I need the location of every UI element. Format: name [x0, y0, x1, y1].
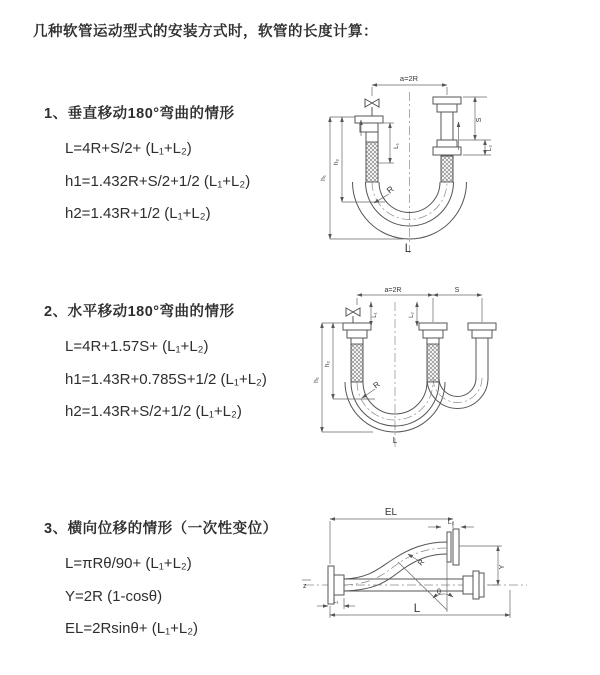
- radius-label: R: [384, 183, 396, 196]
- left-pipe: [343, 323, 371, 382]
- dim-label-l1: L₁: [333, 599, 339, 605]
- right-flange: [463, 571, 484, 599]
- flange: [433, 97, 461, 104]
- dimension-h1: [313, 323, 373, 432]
- length-label: L: [413, 603, 421, 615]
- page-title: 几种软管运动型式的安装方式时，软管的长度计算：: [33, 24, 378, 40]
- dimension-s: [433, 287, 482, 322]
- flange: [433, 147, 461, 155]
- flange: [472, 330, 492, 338]
- length-label: L: [404, 243, 412, 255]
- dim-label-l2: L₂: [409, 312, 415, 318]
- dimension-l2: [428, 519, 474, 527]
- diagram-lateral-displacement: [295, 500, 595, 635]
- braided-hose-section: [441, 156, 453, 182]
- dim-label-el: EL: [384, 507, 398, 518]
- dim-label-l2: L₂: [447, 519, 455, 526]
- curved-hose: [344, 542, 447, 591]
- hose-bend-displaced: [427, 378, 488, 408]
- dimension-l1: [378, 123, 400, 163]
- flange: [347, 330, 367, 338]
- section-1: [44, 102, 250, 231]
- braided-hose-section: [366, 142, 378, 182]
- formula-line: L=4R+S/2+ (L₁+L₂): [65, 140, 192, 157]
- right-pipe: [468, 323, 496, 378]
- dimension-s: [459, 97, 493, 155]
- flange: [360, 123, 378, 132]
- formula-line: h1=1.432R+S/2+1/2 (L₁+L₂): [65, 172, 251, 190]
- section-1-heading: 1、垂直移动180°弯曲的情形: [44, 106, 235, 122]
- section-2-heading: 2、水平移动180°弯曲的情形: [44, 304, 235, 320]
- valve-icon: [365, 99, 379, 116]
- dim-label-a2r: a=2R: [399, 74, 419, 83]
- formula-line: EL=2Rsinθ+ (L₁+L₂): [65, 620, 199, 637]
- dim-label-h1: h₁: [320, 175, 327, 181]
- formula-line: h1=1.43R+0.785S+1/2 (L₁+L₂): [65, 370, 267, 388]
- dimension-h1: [320, 117, 403, 239]
- angle-label: θ: [436, 587, 442, 596]
- radius-annotation: [362, 380, 382, 398]
- radius-annotation: [408, 554, 427, 567]
- flange: [437, 140, 457, 147]
- formula-line: h2=1.43R+S/2+1/2 (L₁+L₂): [65, 403, 242, 420]
- dim-label-l2: L₂: [486, 144, 493, 152]
- dimension-l1: [371, 302, 378, 326]
- radius-label: R: [415, 557, 427, 568]
- dim-label-l1: L₁: [372, 312, 378, 318]
- dim-label-h1: h₁: [313, 377, 320, 383]
- flange: [468, 323, 496, 330]
- braided-hose-section: [427, 344, 439, 382]
- length-label: L: [392, 436, 398, 445]
- braided-hose-section: [351, 344, 363, 382]
- dim-label-h2: h₂: [333, 158, 340, 166]
- radius-label: R: [371, 379, 382, 391]
- displaced-flange: [447, 529, 459, 565]
- formula-line: Y=2R (1-cosθ): [65, 587, 163, 605]
- dim-label-s: S: [454, 287, 460, 294]
- left-pipe: [355, 116, 383, 182]
- diagram-horizontal-180-bend: [305, 282, 595, 472]
- section-3-heading: 3、横向位移的情形（一次性变位）: [44, 521, 278, 537]
- right-pipe: [433, 97, 461, 182]
- section-3: [44, 517, 278, 646]
- formula-line: L=πRθ/90+ (L₁+L₂): [65, 555, 192, 572]
- dimension-l2: [409, 302, 417, 326]
- flange: [423, 330, 443, 338]
- dim-label-l1: L₁: [393, 143, 400, 149]
- valve-icon: [346, 308, 360, 323]
- middle-pipe: [419, 323, 447, 382]
- dimension-l1: [317, 598, 355, 609]
- flange: [419, 323, 447, 330]
- svg-text:z: z: [303, 583, 307, 590]
- flange: [343, 323, 371, 330]
- flange: [437, 104, 457, 112]
- section-2: [44, 300, 267, 429]
- diagram-vertical-180-bend: [305, 70, 595, 270]
- dim-label-s: S: [476, 117, 483, 123]
- dim-label-a2r: a=2R: [384, 287, 402, 294]
- flange: [355, 116, 383, 123]
- dim-label-y: Y: [499, 564, 506, 570]
- formula-line: L=4R+1.57S+ (L₁+L₂): [65, 338, 209, 355]
- formula-line: h2=1.43R+1/2 (L₁+L₂): [65, 205, 211, 222]
- dim-label-h2: h₂: [324, 360, 331, 368]
